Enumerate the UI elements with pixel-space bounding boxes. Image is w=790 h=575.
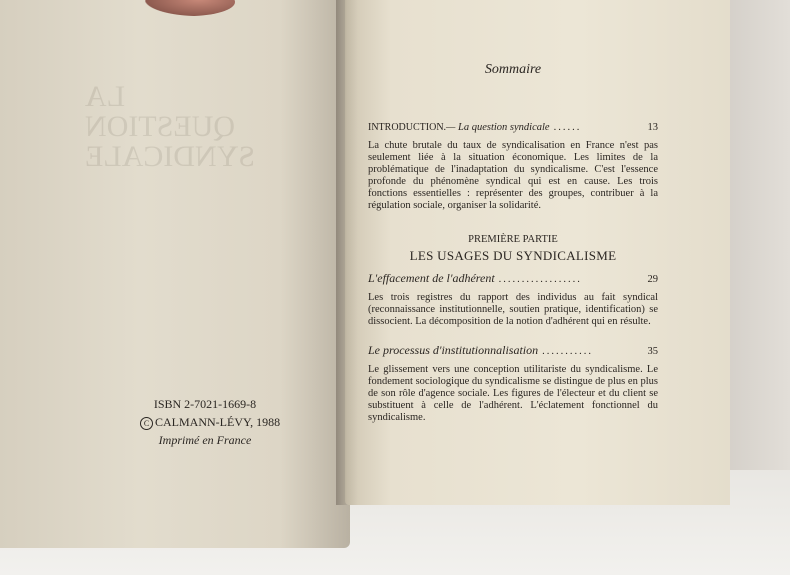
intro-entry [368, 122, 658, 134]
copyright-line [140, 413, 281, 431]
part-title: LES USAGES DU SYNDICALISME [409, 248, 617, 263]
section-title: L'effacement de l'adhérent [368, 271, 495, 285]
book-gutter [336, 0, 358, 505]
section-title: Le processus d'institutionnalisation [368, 343, 539, 357]
copyright-block [140, 395, 281, 449]
show-through-text: LA QUESTION SYNDICALE [85, 80, 255, 173]
intro-label: INTRODUCTION. [368, 122, 447, 133]
printed-in: Imprimé en France [158, 433, 252, 447]
intro-title: — La question syndicale [446, 122, 550, 133]
section-dots: ........... [542, 346, 594, 357]
section-entry [368, 272, 658, 286]
section-text: Le glissement vers une conception utilitariste du syndicalisme. Le fondement sociologique du syndicalisme se distingue de plus en plus de son rôle d'agence sociale. Les figures de l'électeur et du client se substituent à celle de l'adhérent. L'éclatement fonctionnel du syndicalisme. [368, 364, 658, 423]
section-page: 29 [647, 274, 658, 285]
section-entry [368, 344, 658, 358]
section-text: Les trois registres du rapport des individus au fait syndical (reconnaissance institutionnelle, soutien pratique, identification) se dissocient. La décomposition de la notion d'adhérent qui en résulte. [368, 292, 658, 327]
toc-heading: Sommaire [484, 62, 542, 77]
copyright-icon: C [140, 417, 153, 430]
intro-page: 13 [647, 122, 658, 133]
part-label: PREMIÈRE PARTIE [468, 234, 558, 245]
intro-dots: ...... [553, 122, 582, 133]
intro-text: La chute brutale du taux de syndicalisation en France n'est pas seulement liée à la situation économique. Les limites de la problématique de l'inadaptation du syndicalisme. C'est l'essence profonde du phénomène syndical qui est en cause. Les trois fonctions essentielles : représenter des groupes, contribuer à la régulation sociale, organiser la solidarité. [368, 140, 658, 211]
section-dots: .................. [498, 274, 582, 285]
left-page [0, 0, 350, 548]
section-page: 35 [647, 346, 658, 357]
table-of-contents [368, 64, 658, 424]
isbn: ISBN 2-7021-1669-8 [153, 397, 257, 411]
copyright-text: CALMANN-LÉVY, 1988 [155, 415, 281, 429]
